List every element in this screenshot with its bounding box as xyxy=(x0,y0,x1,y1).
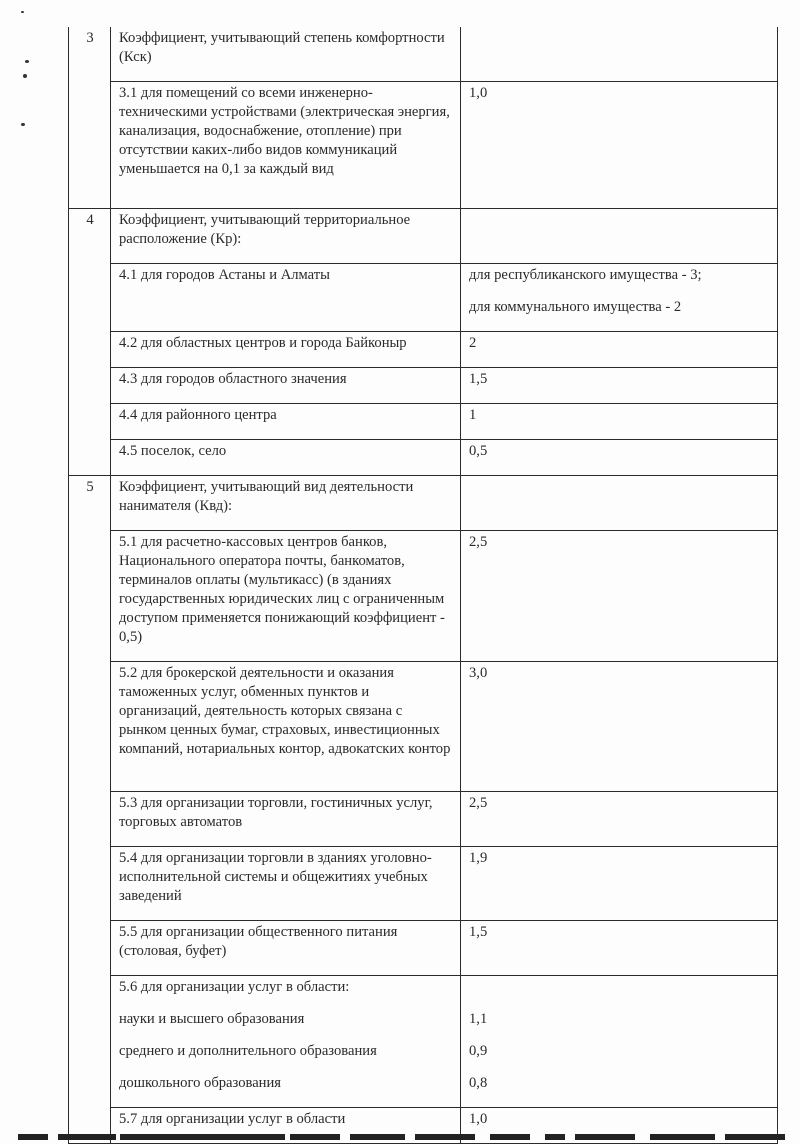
scan-edge-bar xyxy=(290,1134,340,1140)
scan-edge-bar xyxy=(575,1134,635,1140)
item-value: 2 xyxy=(461,332,778,368)
value-line: 1,1 xyxy=(469,1011,488,1027)
item-label: 4.4 для районного центра xyxy=(111,404,461,440)
section-number: 5 xyxy=(69,476,111,1144)
table-row xyxy=(69,847,778,921)
item-value: 0,5 xyxy=(461,440,778,476)
scan-edge-bar xyxy=(58,1134,116,1140)
table-row xyxy=(69,82,778,209)
item-label: 5.4 для организации торговли в зданиях уголовно-исполнительной системы и общежитиях учебных заведений xyxy=(111,847,461,921)
scan-edge-bar xyxy=(490,1134,530,1140)
item-label: 4.2 для областных центров и города Байконыр xyxy=(111,332,461,368)
scan-edge-bar xyxy=(725,1134,785,1140)
label-line: науки и высшего образования xyxy=(119,1011,305,1027)
section-title: Коэффициент, учитывающий вид деятельности нанимателя (Квд): xyxy=(111,476,461,531)
table-row xyxy=(69,976,778,1108)
section-value-empty xyxy=(461,476,778,531)
item-value: 2,5 xyxy=(461,531,778,662)
section-value-empty xyxy=(461,209,778,264)
value-line: 0,9 xyxy=(469,1043,488,1059)
item-value: 1,5 xyxy=(461,921,778,976)
scan-edge-bar xyxy=(415,1134,475,1140)
label-line: среднего и дополнительного образования xyxy=(119,1043,377,1059)
item-label: 3.1 для помещений со всеми инженерно-техническими устройствами (электрическая энергия, канализация, водоснабжение, отопление) при отсутствии каких-либо видов коммуникаций уменьшается на 0,1 за каждый вид xyxy=(111,82,461,209)
scan-edge-bar xyxy=(120,1134,285,1140)
section-title: Коэффициент, учитывающий территориальное расположение (Кр): xyxy=(111,209,461,264)
table-row xyxy=(69,332,778,368)
item-label: 4.5 поселок, село xyxy=(111,440,461,476)
scan-speck xyxy=(21,11,24,13)
item-label: 5.5 для организации общественного питания (столовая, буфет) xyxy=(111,921,461,976)
table-row xyxy=(69,792,778,847)
scan-edge-bar xyxy=(545,1134,565,1140)
value-line: для коммунального имущества - 2 xyxy=(469,299,682,315)
item-value xyxy=(461,976,778,1108)
item-value: 1,0 xyxy=(461,82,778,209)
section-title: Коэффициент, учитывающий степень комфортности (Кск) xyxy=(111,27,461,82)
scan-edge-bar xyxy=(350,1134,405,1140)
table-row xyxy=(69,531,778,662)
scan-speck xyxy=(23,74,27,78)
section-header-row xyxy=(69,209,778,264)
item-value: 1 xyxy=(461,404,778,440)
item-value xyxy=(461,264,778,332)
item-value: 3,0 xyxy=(461,662,778,792)
table-row xyxy=(69,264,778,332)
scan-edge-bar xyxy=(18,1134,48,1140)
scan-edge-bar xyxy=(650,1134,715,1140)
table-row xyxy=(69,662,778,792)
table-row xyxy=(69,921,778,976)
section-header-row xyxy=(69,27,778,82)
scan-speck xyxy=(21,123,25,126)
label-line: 5.6 для организации услуг в области: xyxy=(119,979,350,995)
item-value: 2,5 xyxy=(461,792,778,847)
item-value: 1,0 xyxy=(461,1108,778,1144)
item-label: 5.1 для расчетно-кассовых центров банков, Национального оператора почты, банкоматов, терминалов оплаты (мультикасс) (в зданиях государственных юридических лиц с ограниченным доступом применяется понижающий коэффициент - 0,5) xyxy=(111,531,461,662)
item-label: 5.3 для организации торговли, гостиничных услуг, торговых автоматов xyxy=(111,792,461,847)
coefficient-table xyxy=(68,27,778,1144)
label-line: дошкольного образования xyxy=(119,1075,282,1091)
item-label: 5.7 для организации услуг в области xyxy=(111,1108,461,1144)
item-value: 1,9 xyxy=(461,847,778,921)
section-number: 4 xyxy=(69,209,111,476)
value-line: для республиканского имущества - 3; xyxy=(469,267,702,283)
value-line: 0,8 xyxy=(469,1075,488,1091)
table-row xyxy=(69,404,778,440)
item-label: 4.1 для городов Астаны и Алматы xyxy=(111,264,461,332)
section-value-empty xyxy=(461,27,778,82)
value-line xyxy=(469,978,770,997)
table-row xyxy=(69,368,778,404)
item-label: 4.3 для городов областного значения xyxy=(111,368,461,404)
item-value: 1,5 xyxy=(461,368,778,404)
section-header-row xyxy=(69,476,778,531)
item-label xyxy=(111,976,461,1108)
table-row xyxy=(69,440,778,476)
section-number: 3 xyxy=(69,27,111,209)
item-label: 5.2 для брокерской деятельности и оказания таможенных услуг, обменных пунктов и организаций, деятельность которых связана с рынком ценных бумаг, страховых, инвестиционных компаний, нотариальных контор, адвокатских контор xyxy=(111,662,461,792)
scan-speck xyxy=(25,60,29,63)
